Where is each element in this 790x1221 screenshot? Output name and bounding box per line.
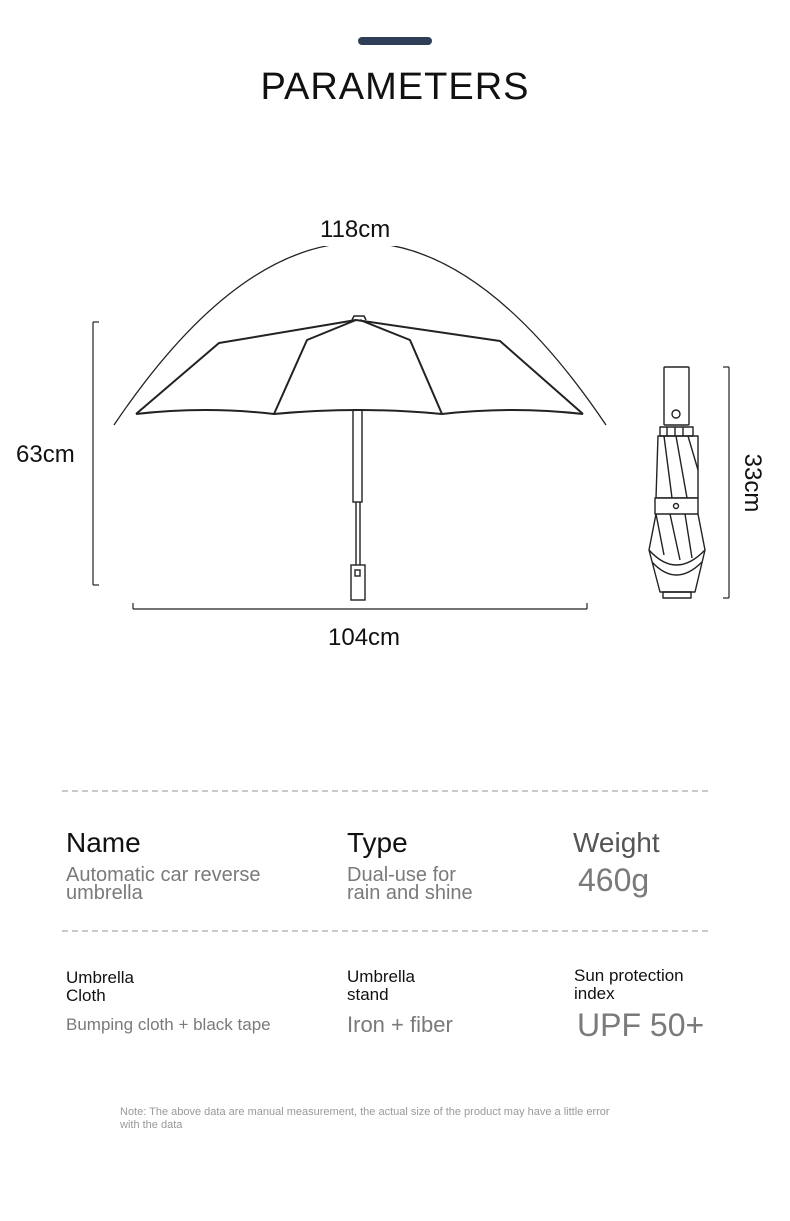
spec-type-label: Type	[347, 827, 408, 858]
spec-cloth-label-2: Cloth	[66, 986, 106, 1005]
spec-stand-value: Iron + fiber	[347, 1012, 453, 1037]
spec-weight-label: Weight	[573, 827, 660, 858]
folded-dimension-line	[723, 367, 729, 598]
footnote-line-2: with the data	[120, 1119, 183, 1131]
divider	[62, 790, 708, 792]
spec-sun-label-2: index	[574, 984, 615, 1003]
page-title: PARAMETERS	[260, 66, 530, 108]
spec-sun	[574, 967, 704, 1044]
folded-umbrella	[649, 367, 705, 598]
divider	[62, 930, 708, 932]
spec-stand-label-2: stand	[347, 985, 389, 1004]
spec-cloth-value: Bumping cloth + black tape	[66, 1015, 271, 1034]
folded-length-label: 33cm	[739, 453, 766, 513]
spec-name-label: Name	[66, 827, 141, 858]
spec-type-value-1: Dual-use for	[347, 864, 456, 886]
span-label: 104cm	[328, 624, 401, 651]
spec-weight-value: 460g	[578, 862, 650, 898]
spec-weight	[573, 828, 660, 899]
span-dimension-line	[133, 603, 587, 609]
spec-stand-label-1: Umbrella	[347, 967, 416, 986]
spec-cloth-label-1: Umbrella	[66, 968, 135, 987]
footnote-line-1: Note: The above data are manual measurement, the actual size of the product may have a little error	[120, 1106, 610, 1118]
spec-sun-value: UPF 50+	[577, 1007, 705, 1043]
open-umbrella	[136, 316, 583, 414]
footnote	[120, 1106, 680, 1132]
spec-sun-label-1: Sun protection	[574, 966, 684, 985]
spec-name	[66, 828, 261, 902]
spec-name-value-2: umbrella	[66, 882, 143, 904]
height-dimension-line	[93, 322, 99, 585]
arc-length-label: 118cm	[320, 216, 391, 243]
arc-dimension-line	[114, 243, 606, 426]
spec-type	[347, 828, 473, 902]
spec-type-value-2: rain and shine	[347, 882, 473, 904]
spec-cloth	[66, 969, 271, 1035]
spec-name-value-1: Automatic car reverse	[66, 864, 261, 886]
height-label: 63cm	[16, 441, 75, 468]
spec-stand	[347, 968, 453, 1038]
umbrella-shaft	[351, 410, 365, 600]
